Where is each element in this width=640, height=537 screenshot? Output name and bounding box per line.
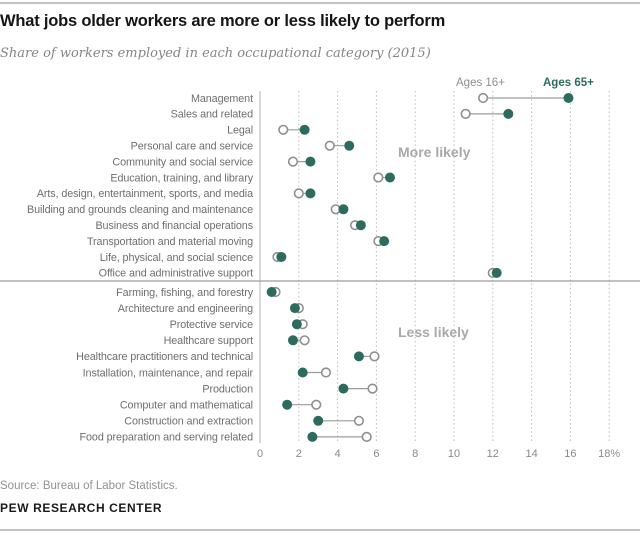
section-label-more-likely: More likely bbox=[398, 144, 471, 160]
ages65-dot bbox=[288, 335, 298, 345]
category-label: Personal care and service bbox=[130, 140, 253, 153]
category-label: Farming, fishing, and forestry bbox=[116, 286, 253, 299]
ages65-dot bbox=[292, 319, 302, 329]
category-label: Sales and related bbox=[170, 108, 253, 121]
ages65-dot bbox=[356, 220, 366, 230]
ages16-dot bbox=[322, 368, 331, 377]
brand-footer: PEW RESEARCH CENTER bbox=[0, 501, 163, 515]
category-label: Production bbox=[202, 383, 253, 396]
ages65-dot bbox=[282, 400, 292, 410]
category-label: Legal bbox=[227, 124, 253, 137]
category-label: Computer and mathematical bbox=[119, 399, 253, 412]
ages65-dot bbox=[503, 109, 513, 119]
ages16-dot bbox=[312, 400, 321, 409]
source-note: Source: Bureau of Labor Statistics. bbox=[0, 480, 178, 492]
x-tick-label: 0 bbox=[256, 448, 264, 460]
category-label: Building and grounds cleaning and maintenance bbox=[26, 204, 253, 217]
ages65-dot bbox=[307, 432, 317, 442]
chart-title: What jobs older workers are more or less likely to perform bbox=[0, 12, 446, 30]
x-tick-label: 14 bbox=[525, 448, 538, 460]
ages16-dot bbox=[279, 126, 288, 135]
ages16-dot bbox=[368, 384, 377, 393]
category-label: Life, physical, and social science bbox=[99, 251, 253, 264]
ages65-dot bbox=[305, 188, 315, 198]
x-tick-label: 18% bbox=[598, 448, 621, 460]
category-label: Protective service bbox=[169, 319, 253, 331]
category-label: Transportation and material moving bbox=[86, 235, 253, 248]
ages65-dot bbox=[305, 157, 315, 167]
x-tick-label: 10 bbox=[447, 448, 461, 460]
ages16-dot bbox=[300, 336, 309, 345]
ages65-dot bbox=[344, 141, 354, 151]
legend-ages16-label: Ages 16+ bbox=[456, 77, 505, 89]
category-label: Education, training, and library bbox=[110, 172, 253, 185]
ages65-dot bbox=[563, 93, 573, 103]
category-label: Architecture and engineering bbox=[117, 302, 253, 315]
category-label: Community and social service bbox=[112, 156, 253, 169]
ages16-dot bbox=[355, 417, 364, 426]
category-label: Healthcare practitioners and technical bbox=[76, 351, 253, 364]
ages16-dot bbox=[461, 110, 470, 119]
category-label: Installation, maintenance, and repair bbox=[82, 367, 253, 380]
ages16-dot bbox=[370, 352, 379, 361]
ages65-dot bbox=[298, 368, 308, 378]
category-label: Management bbox=[190, 92, 253, 105]
ages16-dot bbox=[362, 433, 371, 442]
ages16-dot bbox=[374, 173, 383, 182]
ages65-dot bbox=[313, 416, 323, 426]
ages65-dot bbox=[290, 303, 300, 313]
ages65-dot bbox=[385, 173, 395, 183]
ages16-dot bbox=[295, 189, 304, 198]
category-label: Business and financial operations bbox=[95, 220, 253, 232]
ages65-dot bbox=[379, 236, 389, 246]
ages16-dot bbox=[479, 94, 488, 103]
legend-ages65-label: Ages 65+ bbox=[543, 77, 594, 89]
bottom-rule bbox=[0, 529, 640, 531]
x-tick-label: 4 bbox=[334, 448, 341, 460]
category-label: Office and administrative support bbox=[98, 267, 253, 280]
ages65-dot bbox=[492, 268, 502, 278]
ages16-dot bbox=[289, 157, 298, 166]
x-tick-label: 6 bbox=[373, 448, 380, 460]
x-tick-label: 8 bbox=[412, 448, 419, 460]
ages65-dot bbox=[338, 384, 348, 394]
section-label-less-likely: Less likely bbox=[398, 324, 469, 340]
ages65-dot bbox=[300, 125, 310, 135]
ages65-dot bbox=[267, 287, 277, 297]
x-tick-label: 12 bbox=[486, 448, 499, 460]
chart-subtitle: Share of workers employed in each occupational category (2015) bbox=[0, 46, 431, 61]
category-label: Healthcare support bbox=[163, 335, 253, 348]
x-tick-label: 2 bbox=[295, 448, 302, 460]
x-tick-label: 16 bbox=[564, 448, 577, 460]
category-label: Arts, design, entertainment, sports, and media bbox=[36, 188, 253, 201]
ages65-dot bbox=[338, 204, 348, 214]
ages65-dot bbox=[276, 252, 286, 262]
ages16-dot bbox=[326, 141, 335, 150]
ages65-dot bbox=[354, 351, 364, 361]
category-label: Food preparation and serving related bbox=[79, 431, 253, 444]
category-label: Construction and extraction bbox=[124, 415, 253, 428]
